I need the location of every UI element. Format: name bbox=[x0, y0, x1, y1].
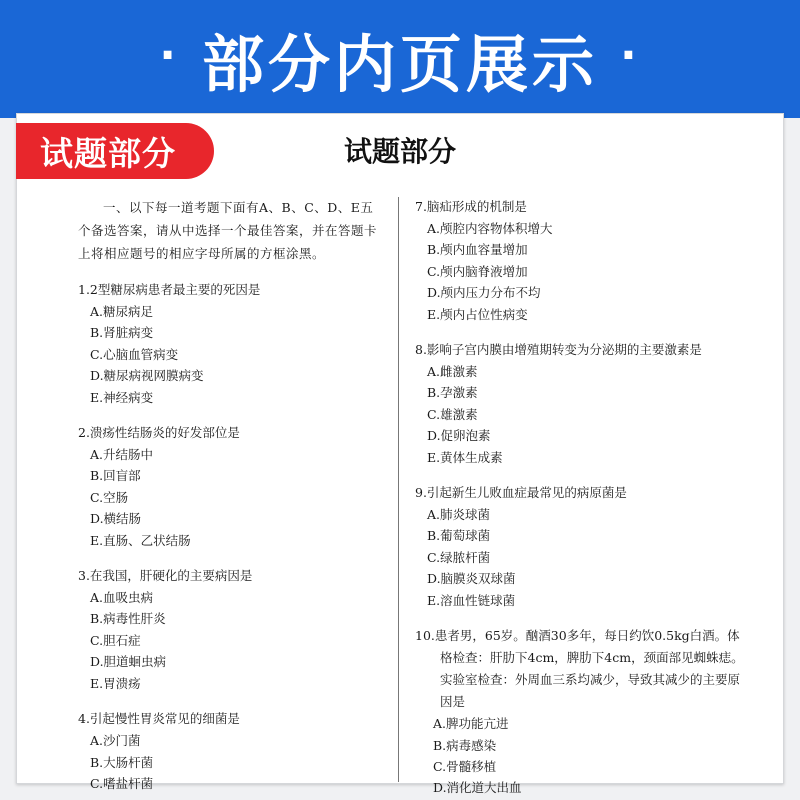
answer-option: B.葡萄球菌 bbox=[427, 528, 491, 544]
banner-dot-left: · bbox=[159, 29, 180, 81]
answer-option: D.消化道大出血 bbox=[433, 780, 522, 796]
answer-option: A.脾功能亢进 bbox=[433, 716, 509, 732]
answer-option: D.脑膜炎双球菌 bbox=[427, 571, 516, 587]
question-stem: 7.脑疝形成的机制是 bbox=[415, 199, 527, 214]
section-badge: 试题部分 bbox=[16, 123, 214, 179]
question-stem: 9.引起新生儿败血症最常见的病原菌是 bbox=[415, 485, 627, 501]
answer-option: C.颅内脑脊液增加 bbox=[427, 263, 528, 279]
answer-option: D.横结肠 bbox=[90, 511, 142, 527]
question-block bbox=[78, 708, 384, 794]
banner-dot-right: · bbox=[620, 29, 641, 81]
right-column bbox=[415, 196, 745, 800]
column-divider bbox=[398, 197, 399, 782]
answer-option: E.黄体生成素 bbox=[427, 449, 503, 465]
answer-option: A.糖尿病足 bbox=[90, 304, 154, 319]
answer-option: B.孕激素 bbox=[427, 385, 478, 401]
question-stem: 10.患者男，65岁。酗酒30多年，每日约饮0.5kg白酒。体格检查：肝肋下4cm，脾肋下4cm，颈面部见蜘蛛痣。实验室检查：外周血三系均减少，导致其减少的主要原因是 bbox=[415, 628, 744, 710]
answer-option: D.促卵泡素 bbox=[427, 428, 491, 444]
answer-option: D.颅内压力分布不均 bbox=[427, 285, 541, 301]
answer-option: E.颅内占位性病变 bbox=[427, 306, 528, 322]
answer-option: B.回盲部 bbox=[90, 468, 141, 484]
answer-option: C.绿脓杆菌 bbox=[427, 549, 491, 565]
answer-option: B.病毒性肝炎 bbox=[90, 611, 166, 627]
answer-option: E.直肠、乙状结肠 bbox=[90, 532, 191, 548]
answer-option: B.病毒感染 bbox=[433, 737, 497, 753]
question-block bbox=[78, 422, 384, 551]
question-stem: 1.2型糖尿病患者最主要的死因是 bbox=[78, 282, 261, 297]
banner-title-text: 部分内页展示 bbox=[201, 27, 598, 101]
question-block bbox=[415, 625, 745, 799]
question-stem: 8.影响子宫内膜由增殖期转变为分泌期的主要激素是 bbox=[415, 342, 702, 358]
answer-option: A.血吸虫病 bbox=[90, 590, 154, 606]
instructions-text: 一、以下每一道考题下面有A、B、C、D、E五个备选答案，请从中选择一个最佳答案，并在答题卡上将相应题号的相应字母所属的方框涂黑。 bbox=[78, 200, 378, 261]
answer-option: E.溶血性链球菌 bbox=[427, 592, 516, 608]
answer-option: A.雌激素 bbox=[427, 364, 478, 380]
answer-option: C.心脑血管病变 bbox=[90, 346, 179, 362]
answer-option: B.颅内血容量增加 bbox=[427, 242, 528, 258]
answer-option: E.胃溃疡 bbox=[90, 675, 141, 691]
answer-option: E.神经病变 bbox=[90, 389, 154, 405]
answer-option: B.肾脏病变 bbox=[90, 325, 154, 341]
question-block bbox=[415, 196, 745, 325]
answer-option: A.升结肠中 bbox=[90, 447, 154, 463]
question-stem: 4.引起慢性胃炎常见的细菌是 bbox=[78, 711, 240, 727]
answer-option: C.骨髓移植 bbox=[433, 758, 497, 774]
answer-option: C.嗜盐杆菌 bbox=[90, 775, 154, 791]
question-block bbox=[78, 565, 384, 694]
answer-option: D.糖尿病视网膜病变 bbox=[90, 368, 204, 384]
answer-option: A.沙门菌 bbox=[90, 733, 141, 749]
page-title: 试题部分 bbox=[343, 135, 456, 168]
answer-option: D.胆道蛔虫病 bbox=[90, 654, 167, 670]
question-block bbox=[415, 339, 745, 468]
answer-option: B.大肠杆菌 bbox=[90, 754, 154, 770]
left-column bbox=[78, 196, 384, 800]
banner-title bbox=[0, 0, 800, 118]
answer-option: C.雄激素 bbox=[427, 406, 478, 422]
answer-option: A.颅腔内容物体积增大 bbox=[427, 221, 553, 236]
question-stem: 3.在我国，肝硬化的主要病因是 bbox=[78, 568, 253, 584]
question-stem: 2.溃疡性结肠炎的好发部位是 bbox=[78, 425, 240, 441]
question-block bbox=[415, 482, 745, 611]
answer-option: A.肺炎球菌 bbox=[427, 507, 491, 523]
answer-option: C.胆石症 bbox=[90, 632, 141, 648]
question-block bbox=[78, 279, 384, 408]
answer-option: C.空肠 bbox=[90, 489, 129, 505]
